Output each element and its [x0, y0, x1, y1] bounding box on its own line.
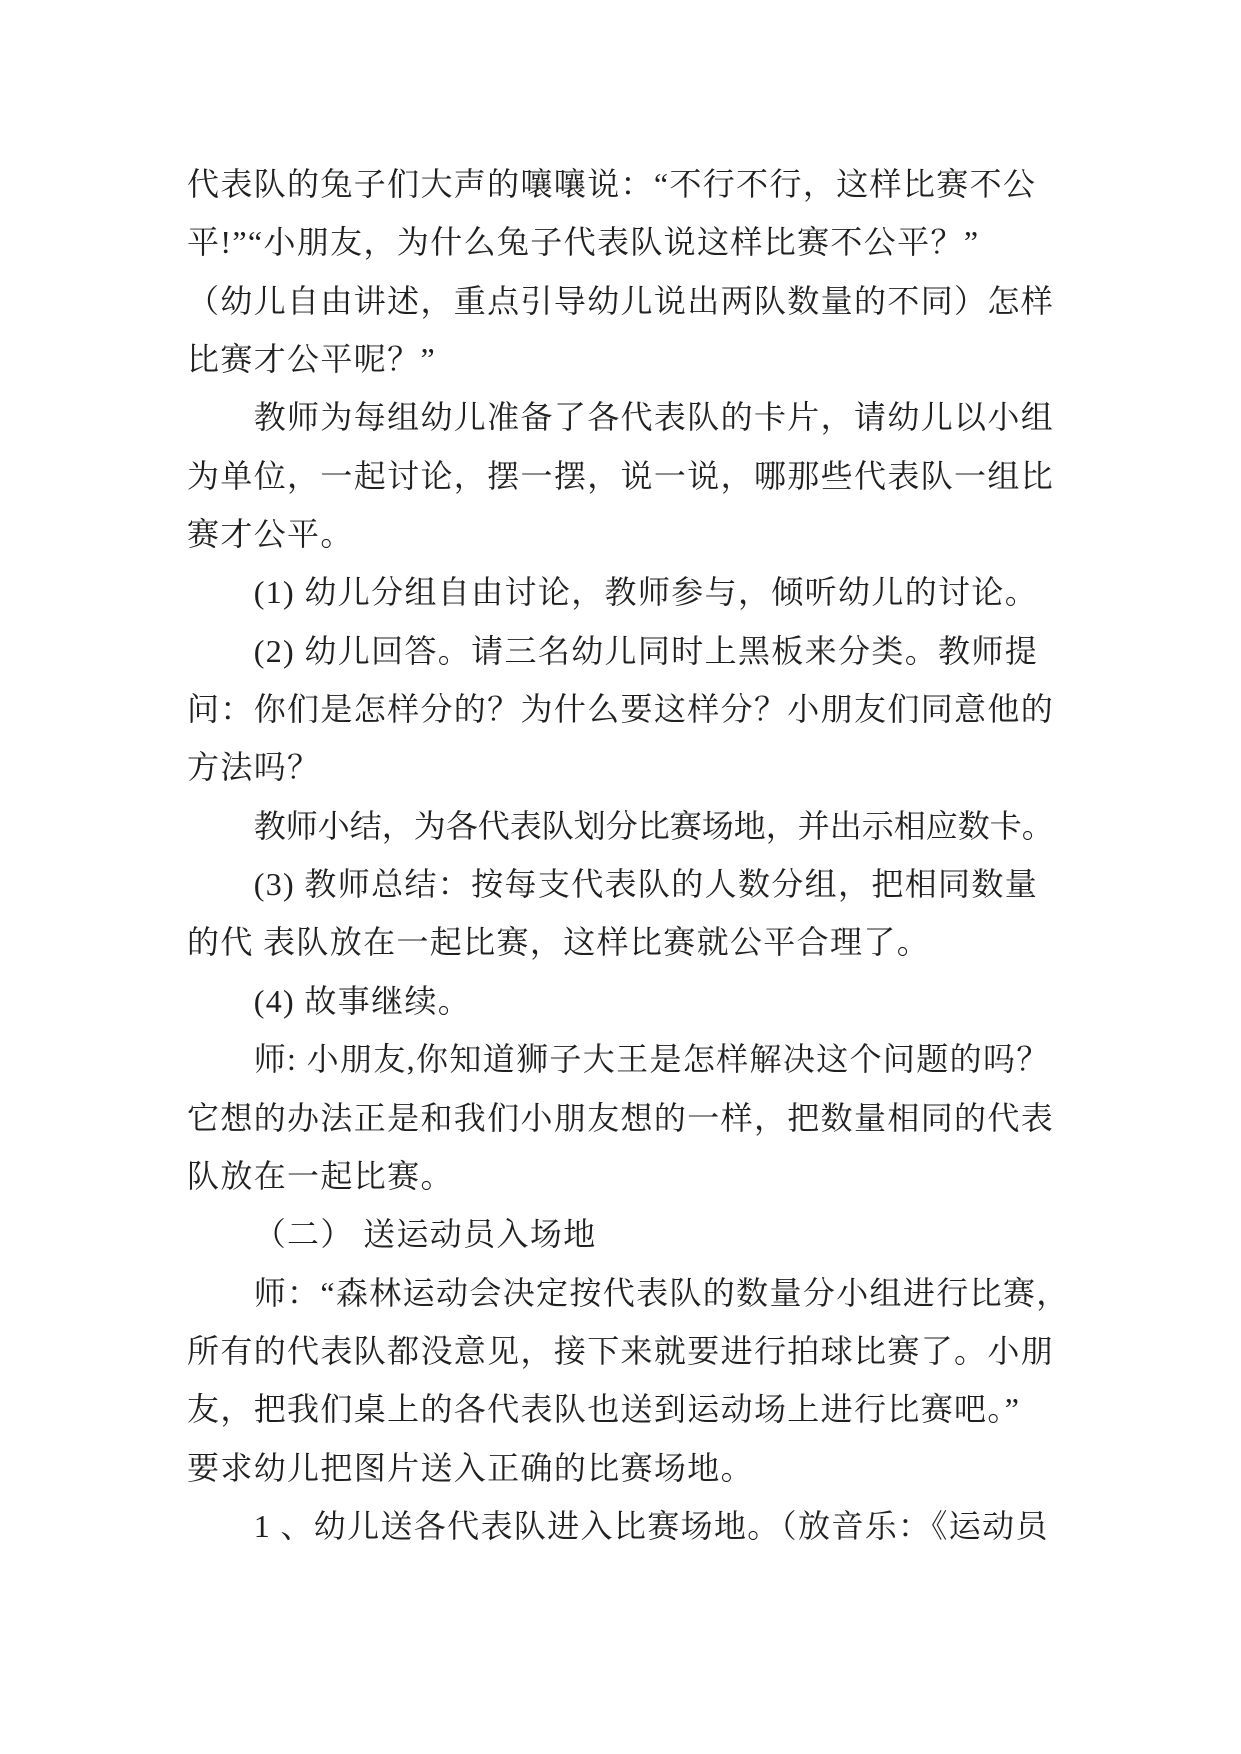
paragraph — [187, 1030, 1054, 1205]
paragraph — [187, 622, 1054, 797]
text-line: 友，把我们桌上的各代表队也送到运动场上进行比赛吧。” — [187, 1391, 1021, 1428]
paragraph — [187, 972, 1054, 1030]
paragraph — [187, 563, 1054, 621]
text-line: (1) 幼儿分组自由讨论，教师参与，倾听幼儿的讨论。 — [253, 574, 1039, 611]
section-heading — [187, 1205, 1054, 1263]
paragraph — [187, 855, 1054, 972]
text-line: 1 、幼儿送各代表队进入比赛场地。（放音乐：《运动员 — [253, 1507, 1049, 1544]
text-line: 方法吗？ — [187, 749, 321, 786]
text-line: 比赛才公平呢？” — [187, 341, 437, 378]
text-line: 要求幼儿把图片送入正确的比赛场地。 — [187, 1449, 754, 1486]
paragraph — [187, 388, 1054, 563]
text-line: （幼儿自由讲述，重点引导幼儿说出两队数量的不同）怎样 — [187, 282, 1055, 319]
paragraph — [187, 155, 1054, 388]
text-line: 教师为每组幼儿准备了各代表队的卡片，请幼儿以小组 — [253, 399, 1055, 436]
text-line: 问：你们是怎样分的？为什么要这样分？小朋友们同意他的 — [187, 691, 1055, 728]
paragraph — [187, 1264, 1070, 1497]
text-line: (3) 教师总结：按每支代表队的人数分组，把相同数量 — [253, 866, 1039, 903]
text-line: 代表队的兔子们大声的嚷嚷说：“不行不行，这样比赛不公 — [187, 166, 1037, 202]
text-line: 赛才公平。 — [187, 516, 354, 553]
text-line: 师: 小朋友,你知道狮子大王是怎样解决这个问题的吗？ — [253, 1041, 1050, 1078]
text-line: (2) 幼儿回答。请三名幼儿同时上黑板来分类。教师提 — [253, 632, 1039, 669]
text-line: 平!”“小朋友，为什么兔子代表队说这样比赛不公平？” — [187, 224, 980, 261]
text-line: 它想的办法正是和我们小朋友想的一样，把数量相同的代表 — [187, 1099, 1055, 1136]
text-line: 为单位，一起讨论，摆一摆，说一说，哪那些代表队一组比 — [187, 457, 1055, 494]
body-text — [187, 155, 1070, 1555]
text-line: 所有的代表队都没意见，接下来就要进行拍球比赛了。小朋 — [187, 1332, 1055, 1369]
paragraph — [187, 797, 1054, 855]
text-line: 的代 表队放在一起比赛，这样比赛就公平合理了。 — [187, 924, 931, 961]
text-line: 队放在一起比赛。 — [187, 1157, 454, 1194]
text-line: (4) 故事继续。 — [253, 982, 472, 1019]
text-line: 师：“森林运动会决定按代表队的数量分小组进行比赛， — [253, 1274, 1070, 1311]
text-line: （二） 送运动员入场地 — [253, 1216, 597, 1253]
paragraph — [187, 1497, 1054, 1555]
text-line: 教师小结，为各代表队划分比赛场地，并出示相应数卡。 — [253, 807, 1054, 844]
